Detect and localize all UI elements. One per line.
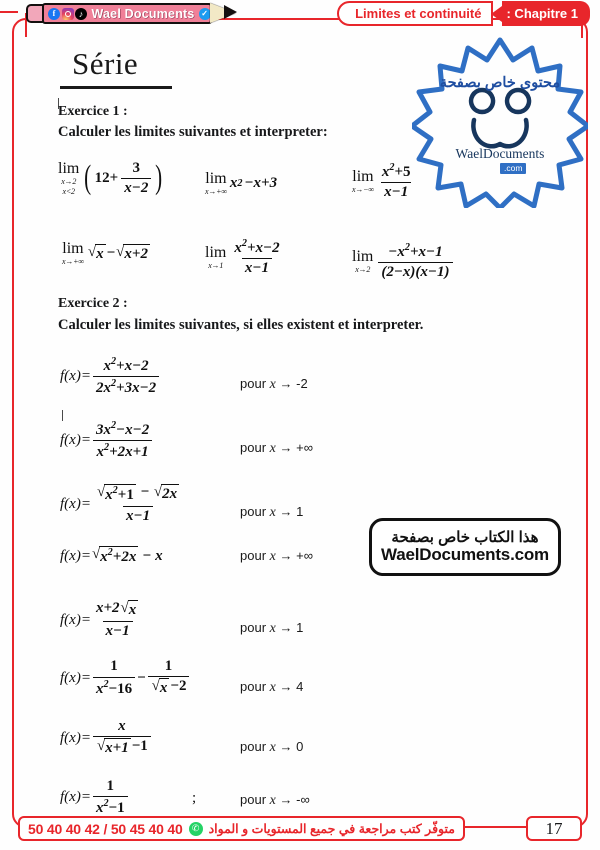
f4-lhs: f(x)= [60,547,91,564]
page-title: Série [72,46,139,81]
f4-pour-label: pour x → +∞ [240,548,313,564]
f7-fraction: x √ x+1 −1 [93,718,151,758]
facebook-icon[interactable]: f [48,8,60,20]
f7-lhs: f(x)= [60,729,91,746]
chapter-arrow-icon [491,6,502,22]
function-expression-7 [60,718,153,758]
limit1-fraction: $\frac{3}{x-2}$ [121,160,151,198]
left-paren: ( [84,159,92,197]
function-expression-5 [60,600,144,640]
starburst-arabic-text: محتوى خاص بصفحة [439,75,561,91]
f2-lhs: f(x)= [60,432,91,449]
f5-pour-label: pour x → 1 [240,620,304,636]
f1-lhs: f(x)= [60,368,91,385]
exercise1-instruction: Calculer les limites suivantes et interpreter: [58,124,328,140]
lim-operator: lim x→2 x<2 [58,160,80,196]
instagram-icon[interactable] [62,8,74,20]
f6-fraction-1: $\frac{1}{x^2-16}$ [93,658,135,698]
f6-operator: − [137,669,146,686]
pencil-lead-tip [224,5,237,19]
exercise2-heading: Exercice 2 : [58,296,128,311]
title-underline [60,86,172,89]
starburst-brand-name: WaelDocuments [455,146,545,161]
limit-expression-1 [58,160,165,198]
f1-pour-label: pour x → -2 [240,376,308,392]
limit4-minus: − [106,245,116,262]
starburst-watermark [412,36,588,208]
limit2-exponent: 2 [237,178,243,190]
f3-lhs: f(x)= [60,496,91,512]
f2-fraction: $\frac{3x^2-x-2}{x^2+2x+1}$ [93,420,152,462]
f8-separator: ; [192,790,197,806]
footer-arabic-text: متوفّر كتب مراجعة في جميع المستويات و المواد [208,822,455,836]
limit4-sqrt-1: √ x [87,243,104,262]
f3-pour-label: pour x → 1 [240,504,304,520]
limit6-fraction: $\frac{-x^2+x-1}{(2-x)(x-1)}$ [378,242,452,282]
limit-expression-2 [205,170,277,196]
function-expression-4 [60,546,163,567]
limit2-base: x [229,175,238,192]
f7-pour-label: pour x → 0 [240,739,304,755]
brand-pencil-banner [26,1,251,27]
function-expression-2 [60,420,154,462]
lim-operator: lim x→+∞ [62,240,84,266]
right-paren: ) [155,159,163,197]
tiktok-icon[interactable]: ♪ [75,8,87,20]
f5-lhs: f(x)= [60,611,91,628]
f6-fraction-2: 1 √ x −2 [148,658,190,698]
limit-expression-5 [205,238,285,278]
box-watermark [369,518,561,576]
function-expression-8 [60,778,130,818]
brand-label: Wael Documents [91,6,195,21]
function-expression-1 [60,356,161,398]
f8-lhs: f(x)= [60,789,91,806]
f5-fraction: x+2 √ x x−1 [95,600,137,639]
footer-phone[interactable]: 50 40 40 42 / 50 45 40 40 [28,820,183,837]
limit5-fraction: $\frac{x^2+x-2}{x-1}$ [234,238,280,277]
chapter-number: : Chapitre 1 [502,1,590,26]
starburst-domain: .com [500,163,526,174]
chapter-title: Limites et continuité [337,1,493,26]
exercise1-heading: Exercice 1 : [58,104,128,119]
f1-fraction: $\frac{x^2+x-2}{2x^2+3x-2}$ [93,356,159,398]
limit4-sqrt-2: √ x+2 [116,243,148,262]
exercise2-instruction: Calculer les limites suivantes, si elles existent et interpreter. [58,317,424,333]
limit1-constant: 12+ [94,170,119,187]
pencil-left-connector [0,11,18,13]
footer-contact-banner [18,816,465,841]
f6-pour-label: pour x → 4 [240,679,304,695]
page-number: 17 [526,816,582,841]
limit-expression-4 [62,240,151,266]
limit3-fraction: $\frac{x^2+5}{x-1}$ [381,162,411,201]
box-watermark-site: WaelDocuments.com [381,545,549,565]
lim-operator: lim x→2 [352,248,374,275]
lim-operator: lim x→−∞ [352,168,374,195]
f4-sqrt: √ $x^2+2x$ [91,546,137,565]
pencil-body [42,3,212,24]
f8-pour-label: pour x → -∞ [240,792,310,808]
f2-pour-label: pour x → +∞ [240,440,313,456]
box-watermark-arabic: هذا الكتاب خاص بصفحة [391,528,539,546]
f4-tail: − x [142,547,163,564]
function-expression-6 [60,658,191,698]
f6-lhs: f(x)= [60,669,91,686]
lim-operator: lim x→+∞ [205,170,227,196]
limit-expression-6 [352,242,455,282]
limit-expression-3 [352,162,416,202]
lim-operator: lim x→1 [205,244,227,271]
verified-badge-icon: ✓ [199,8,211,20]
chapter-banner [337,1,590,26]
f8-fraction: $\frac{1}{x^2-1}$ [93,778,128,818]
f3-fraction: √ $x^2+1$ − √ 2x x−1 [96,484,178,524]
limit2-rest: −x+3 [244,175,278,192]
whatsapp-icon[interactable]: ✆ [189,822,203,836]
function-expression-3 [60,484,185,525]
starburst-shape-icon [412,36,588,208]
